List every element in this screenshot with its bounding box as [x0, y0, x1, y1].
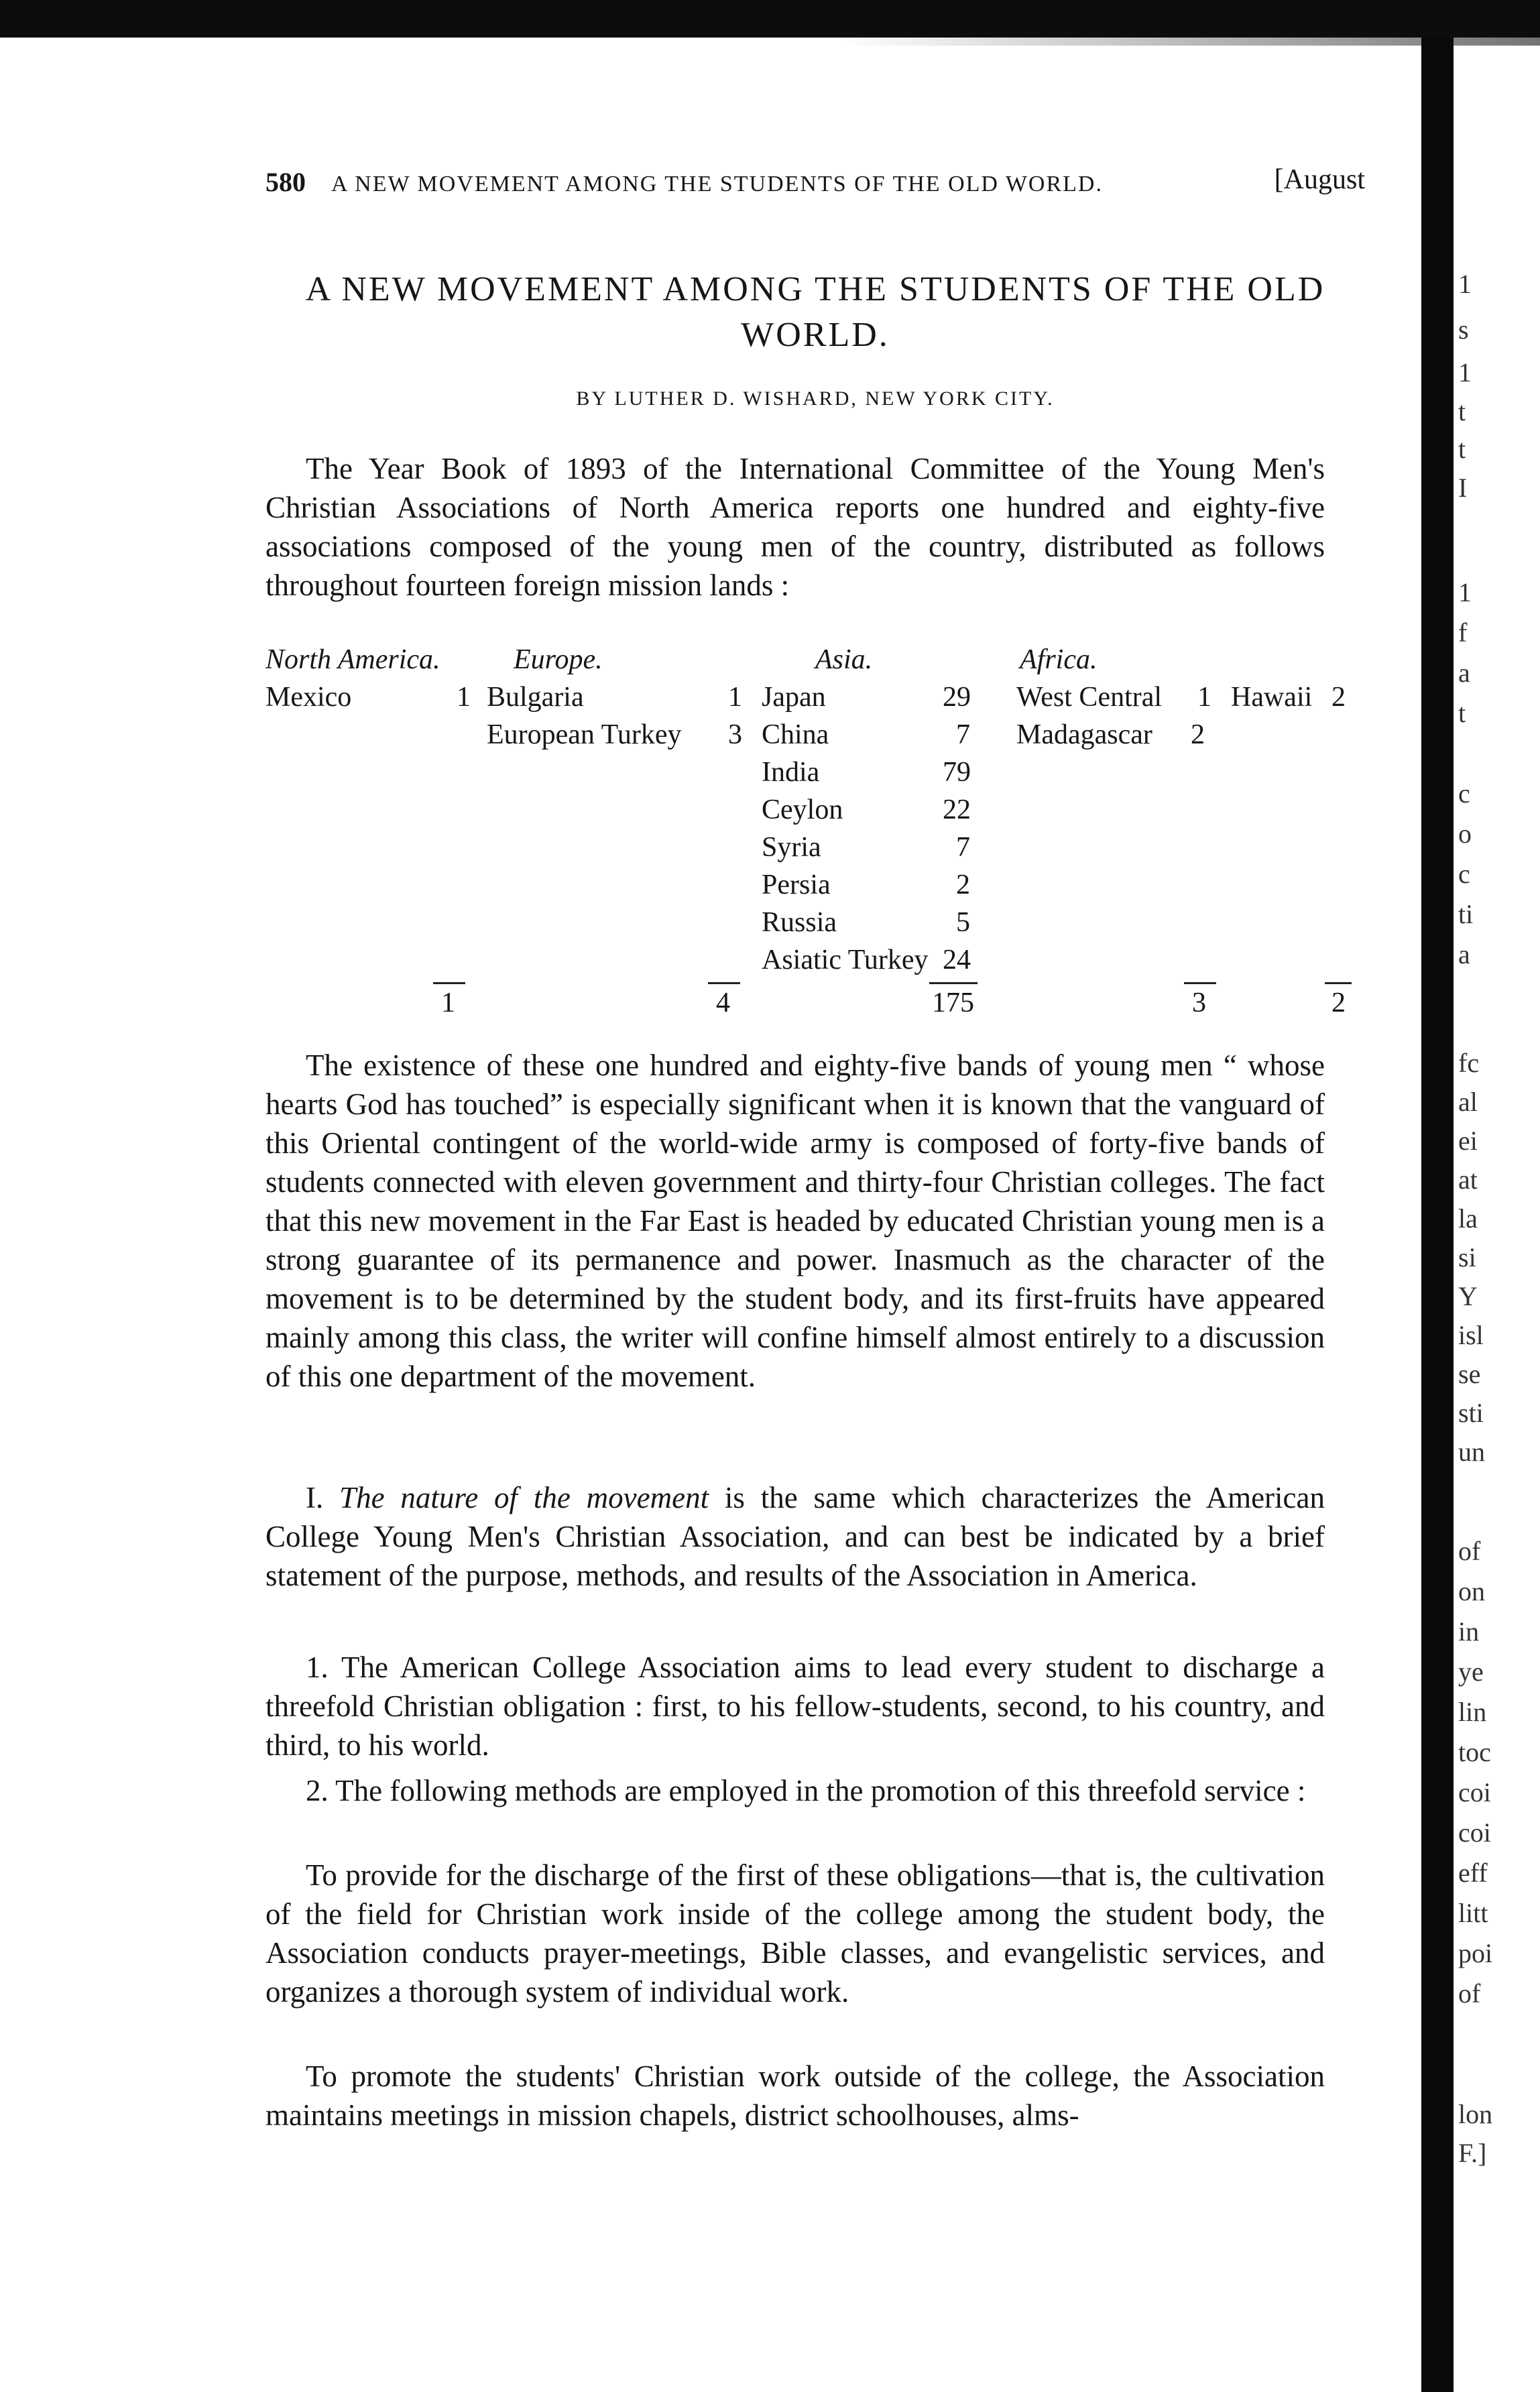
total-africa: 3 — [1192, 988, 1206, 1018]
article-title: A NEW MOVEMENT AMONG THE STUDENTS OF THE OLD WORLD. — [305, 270, 1325, 354]
total-rule — [708, 982, 740, 984]
margin-fragment: isl — [1458, 1320, 1484, 1350]
table-cell-count: 1 — [728, 682, 742, 713]
running-month: [August — [1274, 164, 1365, 195]
margin-fragment: ei — [1458, 1126, 1478, 1156]
margin-fragment: t — [1458, 698, 1466, 728]
margin-fragment: 1 — [1458, 357, 1472, 387]
margin-fragment: litt — [1458, 1898, 1488, 1928]
table-cell-name: Russia — [762, 907, 837, 938]
methods-paragraph: 2. The following methods are employed in the promotion of this threefold service : — [306, 1774, 1306, 1807]
table-cell-count: 1 — [457, 682, 471, 713]
table-cell-name: Bulgaria — [487, 682, 584, 713]
total-rule — [929, 982, 978, 984]
margin-fragment: c — [1458, 859, 1470, 889]
margin-fragment: f — [1458, 617, 1468, 648]
margin-fragment: toc — [1458, 1737, 1491, 1767]
margin-fragment: o — [1458, 819, 1472, 849]
total-rule — [1325, 982, 1352, 984]
margin-fragment: a — [1458, 939, 1470, 969]
table-cell-name: Mexico — [265, 682, 352, 713]
table-cell-name: Syria — [762, 832, 821, 863]
column-header-africa: Africa. — [1020, 644, 1098, 675]
total-asia: 175 — [932, 988, 974, 1018]
table-cell-count: 5 — [956, 907, 970, 938]
column-header-europe: Europe. — [514, 644, 603, 675]
margin-fragment: coi — [1458, 1777, 1491, 1807]
margin-fragment: lin — [1458, 1697, 1487, 1727]
margin-fragment: un — [1458, 1437, 1485, 1467]
margin-fragment: lon — [1458, 2099, 1493, 2129]
margin-fragment: 1 — [1458, 577, 1472, 607]
table-cell-name: India — [762, 757, 820, 788]
column-header-north-america: North America. — [265, 644, 440, 675]
margin-fragment: la — [1458, 1203, 1478, 1234]
margin-fragment: coi — [1458, 1817, 1491, 1848]
intro-paragraph: The Year Book of 1893 of the International Committee of the Young Men's Christian Associations of North America reports one hundred and eighty-five associations composed of the young men of the country, distributed as follows throughout fourteen foreign mission lands : — [265, 452, 1325, 602]
running-header — [265, 166, 1365, 198]
margin-fragment: sti — [1458, 1398, 1484, 1428]
existence-paragraph: The existence of these one hundred and eighty-five bands of young men “ whose hearts God has touched” is especially significant when it is known that the vanguard of this Oriental contingent of the world-wide army is composed of forty-five bands of students connected with eleven government and thirty-four Christian colleges. The fact that this new movement in the Far East is headed by educated Christian young men is a strong guarantee of its permanence and power. Inasmuch as the character of the movement is to be determined by the student body, and its first-fruits have appeared mainly among this class, the writer will confine himself almost entirely to a discussion of this one department of the movement. — [265, 1049, 1325, 1393]
margin-fragment: c — [1458, 778, 1470, 809]
table-cell-count: 2 — [1331, 682, 1346, 713]
table-cell-count: 3 — [728, 719, 742, 750]
margin-fragment: t — [1458, 396, 1466, 426]
margin-fragment: on — [1458, 1576, 1485, 1606]
margin-fragment: si — [1458, 1242, 1476, 1272]
provide-paragraph: To provide for the discharge of the first of these obligations—that is, the cultivation of the field for Christian work inside of the college among the student body, the Association conducts prayer-meetings, Bible classes, and evangelistic services, and organizes a thorough system of individual work. — [265, 1858, 1325, 2009]
margin-fragment: eff — [1458, 1858, 1488, 1888]
table-cell-name: Asiatic Turkey — [762, 945, 929, 975]
margin-fragment: of — [1458, 1978, 1481, 2009]
margin-fragment: t — [1458, 434, 1466, 464]
total-hawaii: 2 — [1331, 988, 1346, 1018]
table-cell-name: West Central — [1016, 682, 1163, 713]
table-cell-name: China — [762, 719, 829, 750]
margin-fragment: al — [1458, 1087, 1478, 1117]
margin-fragment: a — [1458, 658, 1470, 688]
total-north-america: 1 — [441, 988, 455, 1018]
table-cell-count: 29 — [943, 682, 971, 713]
table-cell-count: 7 — [956, 832, 970, 863]
margin-fragment: ye — [1458, 1657, 1484, 1687]
scan-top-edge — [0, 0, 1540, 38]
margin-fragment: ti — [1458, 899, 1474, 929]
margin-fragment: 1 — [1458, 269, 1472, 299]
table-cell-count: 1 — [1197, 682, 1211, 713]
associations-table — [265, 644, 1365, 1019]
table-cell-count: 2 — [956, 870, 970, 900]
table-cell-name: European Turkey — [487, 719, 682, 750]
total-rule — [1184, 982, 1216, 984]
total-rule — [433, 982, 465, 984]
margin-fragment: Y — [1458, 1281, 1478, 1311]
page-number: 580 — [265, 167, 306, 197]
running-title: A NEW MOVEMENT AMONG THE STUDENTS OF THE OLD WORLD. — [331, 172, 1103, 196]
aims-paragraph: 1. The American College Association aims to lead every student to discharge a threefold Christian obligation : first, to his fellow-students, second, to his country, and third, to his world. — [265, 1651, 1325, 1762]
article-byline: BY LUTHER D. WISHARD, NEW YORK CITY. — [576, 387, 1055, 410]
table-cell-name: Madagascar — [1016, 719, 1152, 750]
margin-fragment: in — [1458, 1616, 1480, 1647]
table-cell-count: 79 — [943, 757, 971, 788]
margin-fragment: of — [1458, 1536, 1481, 1566]
section-numeral: I. — [306, 1481, 324, 1514]
table-cell-count: 2 — [1191, 719, 1205, 750]
nature-text: is the same which characterizes the American College Young Men's Christian Association, and can best be indicated by a brief statement of the purpose, methods, and results of the Association in America. — [265, 1481, 1325, 1592]
column-header-asia: Asia. — [815, 644, 873, 675]
margin-fragment: F.] — [1458, 2138, 1487, 2168]
table-cell-name: Persia — [762, 870, 831, 900]
book-spine-shadow — [1421, 38, 1454, 2392]
margin-fragment: s — [1458, 314, 1469, 345]
margin-fragment: poi — [1458, 1938, 1493, 1968]
margin-fragment: I — [1458, 473, 1468, 503]
margin-fragment: fc — [1458, 1048, 1480, 1078]
section-heading: The nature of the movement — [339, 1481, 709, 1514]
table-cell-name: Japan — [762, 682, 826, 713]
total-europe: 4 — [716, 988, 730, 1018]
margin-fragment: se — [1458, 1359, 1481, 1389]
nature-paragraph — [265, 1478, 1325, 1595]
table-cell-name: Ceylon — [762, 794, 843, 825]
table-cell-count: 7 — [956, 719, 970, 750]
promote-paragraph: To promote the students' Christian work outside of the college, the Association maintains meetings in mission chapels, district schoolhouses, alms- — [265, 2059, 1325, 2132]
table-cell-count: 22 — [943, 794, 971, 825]
table-cell-name: Hawaii — [1231, 682, 1313, 713]
margin-fragment: at — [1458, 1164, 1478, 1195]
table-cell-count: 24 — [943, 945, 971, 975]
